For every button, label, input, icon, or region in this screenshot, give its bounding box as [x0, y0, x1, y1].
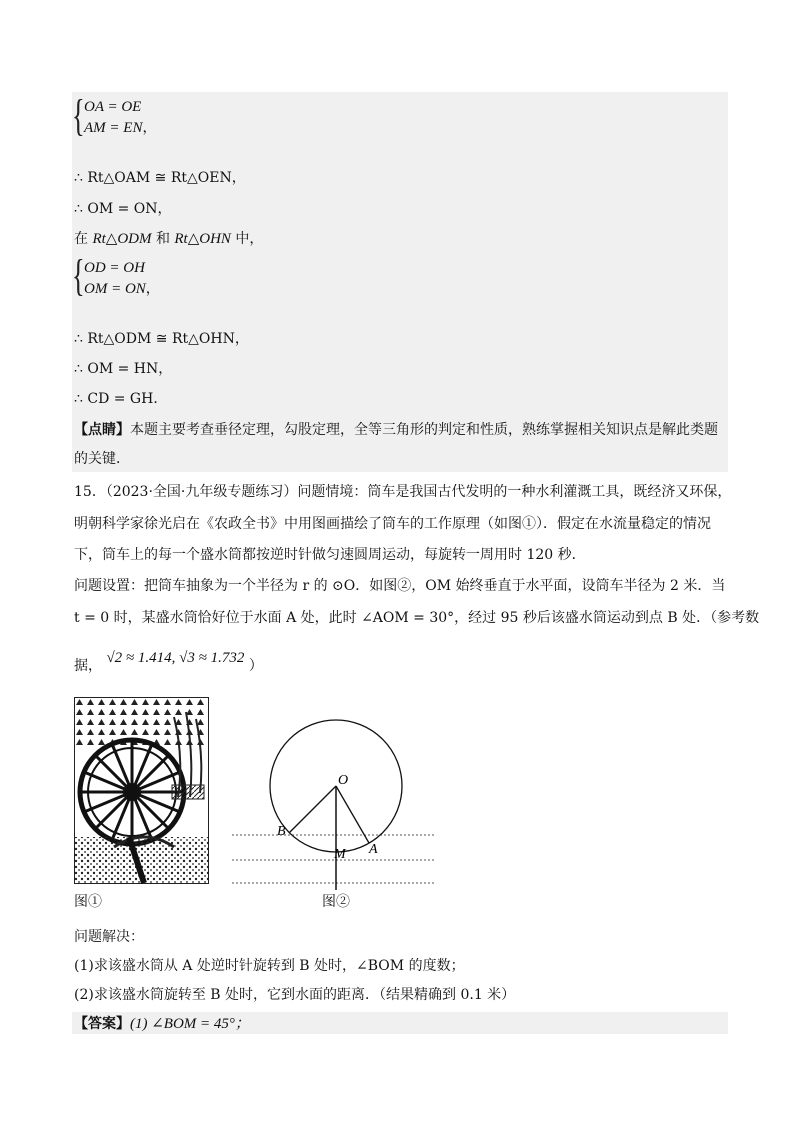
problem-line-2: 明朝科学家徐光启在《农政全书》中用图画描绘了筒车的工作原理（如图①）．假定在水流量稳定的情况 [74, 516, 711, 532]
wheel-shape [80, 740, 184, 844]
label-B: B [277, 824, 286, 839]
figure-2-caption: 图② [322, 894, 350, 910]
comment-line-1 [74, 420, 718, 440]
segment-OB [289, 786, 336, 833]
segment-OA [336, 786, 369, 843]
water-wheel-illustration [74, 697, 209, 884]
brace-system-2: { [72, 251, 85, 300]
comment-line-2: 的关键． [74, 451, 130, 467]
answer-1: (1) ∠BOM = 45°； [130, 1016, 250, 1032]
label-M: M [334, 847, 346, 862]
comment-label: 【点睛】 [74, 422, 130, 438]
label-O: O [338, 773, 349, 788]
proof-line-5-d: Rt△OHN [174, 231, 231, 247]
system1-line2-eq: AM = EN [84, 120, 143, 136]
answer-line [74, 1014, 250, 1034]
brace-system-1: { [72, 91, 85, 140]
proof-line-5-e: 中， [235, 231, 264, 247]
problem-line-1: 15．（2023·全国·九年级专题练习）问题情境：筒车是我国古代发明的一种水利灌溉工具，既经济又环保， [74, 484, 732, 500]
question-1: (1)求该盛水筒从 A 处逆时针旋转到 B 处时，∠BOM 的度数； [74, 958, 465, 974]
system2-line2-end: ， [145, 281, 160, 297]
system1-line2-end: ， [142, 120, 157, 136]
proof-line-8: ∴ Rt△ODM ≅ Rt△OHN， [74, 331, 249, 347]
answer-label: 【答案】 [74, 1016, 130, 1032]
solve-heading: 问题解决： [74, 929, 144, 945]
problem-line-5: t = 0 时，某盛水筒恰好位于水面 A 处，此时 ∠AOM = 30°，经过 95 秒后该盛水筒运动到点 B 处．（参考数 [74, 610, 760, 626]
problem-line-6-a: 据， [74, 658, 102, 674]
system2-line2 [84, 279, 160, 299]
proof-line-10: ∴ CD = GH． [74, 391, 168, 407]
system1-line1: OA = OE [84, 99, 142, 115]
proof-line-5-b: Rt△ODM [92, 231, 152, 247]
problem-line-6 [74, 650, 263, 676]
system2-line1: OD = OH [84, 260, 145, 276]
system1-line2 [84, 118, 156, 138]
reference-values: √2 ≈ 1.414, √3 ≈ 1.732 [106, 650, 245, 666]
label-A: A [369, 842, 378, 857]
system2-line2-eq: OM = ON [84, 281, 146, 297]
proof-line-5-c: 和 [155, 231, 170, 247]
proof-line-3: ∴ Rt△OAM ≅ Rt△OEN， [74, 170, 246, 186]
problem-line-6-c: ） [248, 658, 263, 674]
proof-line-9: ∴ OM = HN， [74, 361, 173, 377]
comment-text-1: 本题主要考查垂径定理，勾股定理，全等三角形的判定和性质，熟练掌握相关知识点是解此类题 [130, 422, 718, 438]
proof-line-5-a: 在 [74, 231, 88, 247]
proof-line-5 [74, 229, 263, 249]
question-2: (2)求该盛水筒旋转至 B 处时，它到水面的距离．（结果精确到 0.1 米） [74, 987, 516, 1003]
figure-1-caption: 图① [74, 894, 102, 910]
problem-line-3: 下，筒车上的每一个盛水筒都按逆时针做匀速圆周运动，每旋转一周用时 120 秒． [74, 547, 586, 563]
problem-line-4: 问题设置：把筒车抽象为一个半径为 r 的 ⊙O．如图②，OM 始终垂直于水平面，设筒车半径为 2 米．当 [74, 578, 726, 594]
solution-shade-top [72, 92, 728, 472]
circle-diagram [232, 705, 435, 890]
proof-line-4: ∴ OM = ON， [74, 201, 172, 217]
